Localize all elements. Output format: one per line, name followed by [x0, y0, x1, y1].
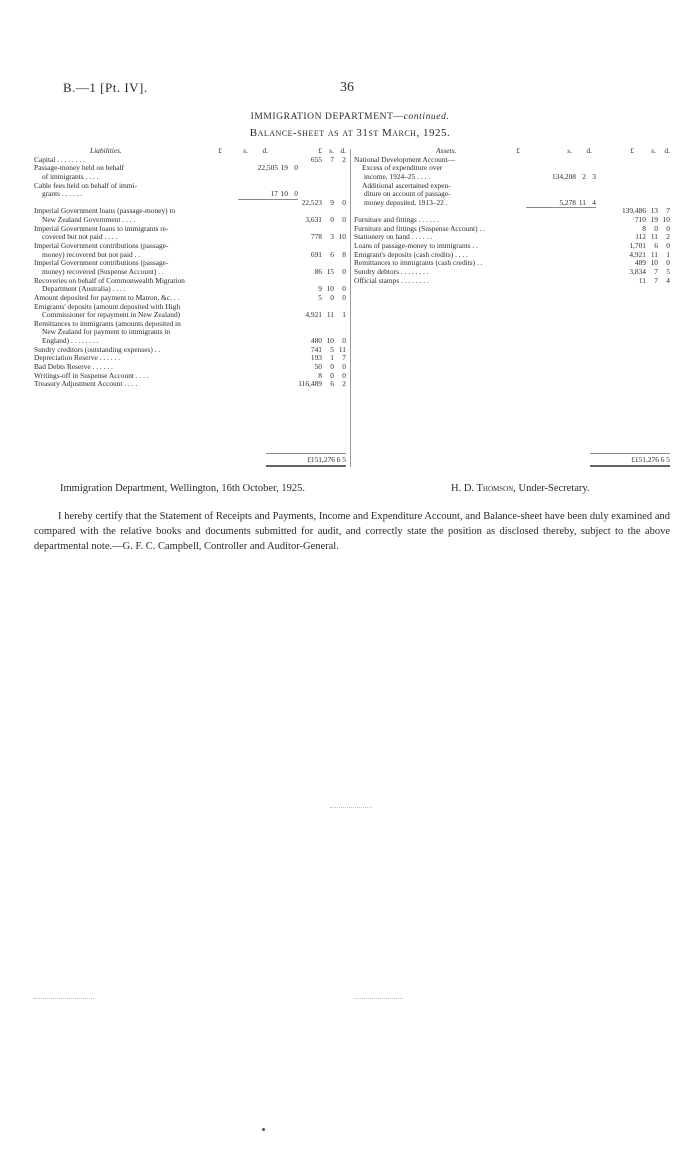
liability-subtotal-rule [238, 199, 298, 200]
liability-amount-d: 2 [342, 379, 346, 389]
liability-amount-d: 0 [342, 284, 346, 294]
liability-amount-f: 116,489 [298, 379, 322, 389]
assets-double-rule [590, 465, 670, 467]
faint-mark [34, 998, 94, 999]
assets-column [354, 147, 670, 285]
asset-label: Additional ascertained expen- [362, 180, 451, 190]
liability-label: Depreciation Reserve . . . . . . [34, 353, 120, 363]
liability-amount-d: 10 [338, 232, 346, 242]
liability-amount-f: 22,505 [257, 163, 278, 173]
liability-label: Commissioner for repayment in New Zealand) [42, 310, 181, 320]
liabilities-total: £151,276 6 5 [307, 455, 346, 464]
liability-amount-d: 8 [342, 249, 346, 259]
asset-amount-s: 0 [654, 223, 658, 233]
liability-amount-f: 3,631 [305, 215, 322, 225]
liability-amount-s: 0 [330, 215, 334, 225]
asset-amount-f: 4,921 [629, 249, 646, 259]
asset-amount-s: 11 [650, 249, 658, 259]
liability-label: Passage-money held on behalf [34, 163, 125, 173]
liability-amount-d: 2 [342, 154, 346, 164]
department-title-main: IMMIGRATION DEPARTMENT— [250, 112, 404, 122]
liability-label: Imperial Government contributions (passage- [34, 258, 169, 268]
faint-mark [355, 998, 403, 999]
liabilities-rows [34, 156, 346, 389]
asset-label: Loans of passage-money to immigrants . . [354, 241, 478, 251]
liability-label: Imperial Government loans to immigrants re- [34, 223, 169, 233]
faint-mark [330, 807, 372, 808]
liability-row [34, 190, 346, 199]
asset-amount-f: 112 [635, 232, 646, 242]
assets-pence-head: d. [664, 146, 670, 155]
liability-amount-s: 0 [330, 292, 334, 302]
asset-amount-f: 8 [642, 223, 646, 233]
assets-total-rule [590, 453, 670, 454]
liability-amount-s: 1 [330, 353, 334, 363]
asset-amount-s: 19 [650, 215, 658, 225]
asset-label: Remittances to immigrants (cash credits) . . [354, 258, 483, 268]
asset-amount-d: 0 [666, 258, 670, 268]
asset-amount-s: 13 [650, 206, 658, 216]
liability-amount-d: 0 [342, 266, 346, 276]
liability-amount-d: 1 [342, 310, 346, 320]
page-reference: B.—1 [Pt. IV]. [63, 80, 148, 95]
asset-label: Sundry debtors . . . . . . . . [354, 266, 429, 276]
liability-amount-d: 0 [294, 163, 298, 173]
asset-subtotal-rule [526, 207, 596, 208]
signatory-title: , Under-Secretary. [513, 483, 590, 494]
liability-label: money) recovered (Suspense Account) . . [42, 266, 164, 276]
liability-label: New Zealand Government . . . . [42, 215, 136, 225]
liability-label: Sundry creditors (outstanding expenses) . . [34, 344, 161, 354]
liability-amount-d: 0 [342, 362, 346, 372]
liability-amount-s: 6 [330, 379, 334, 389]
liability-amount-s: 10 [326, 284, 334, 294]
liability-label: Recoveries on behalf of Commonwealth Migration [34, 275, 185, 285]
asset-amount-s: 6 [654, 241, 658, 251]
assets-heading: Assets. [436, 146, 457, 155]
liability-amount-s: 0 [330, 370, 334, 380]
assets-shillings-head: s. [651, 146, 656, 155]
liabilities-pounds-head: £ [318, 146, 322, 155]
footer-signature [451, 483, 590, 494]
liability-amount-d: 11 [338, 344, 346, 354]
liability-label: Amount deposited for payment to Matron, &c. . . [34, 292, 180, 302]
asset-amount-f: 139,486 [621, 206, 646, 216]
asset-amount-s: 7 [654, 266, 658, 276]
liability-label: grants . . . . . . [42, 189, 83, 199]
asset-amount-f: 1,701 [629, 241, 646, 251]
asset-amount-s: 10 [650, 258, 658, 268]
liability-amount-f: 17 [270, 189, 278, 199]
asset-row [354, 277, 670, 286]
asset-amount-d: 5 [666, 266, 670, 276]
liability-label: Emigrants' deposits (amount deposited with High [34, 301, 181, 311]
liability-amount-f: 5 [318, 292, 322, 302]
asset-amount-s: 11 [578, 197, 586, 207]
asset-label: income, 1924–25 . . . . [364, 171, 431, 181]
page-number: 36 [340, 80, 354, 95]
liability-amount-d: 0 [294, 189, 298, 199]
liability-amount-d: 0 [342, 336, 346, 346]
asset-amount-d: 10 [662, 215, 670, 225]
liability-label: money) recovered but not paid . . [42, 249, 141, 259]
asset-amount-d: 4 [592, 197, 596, 207]
asset-label: money deposited, 1913–22 . [364, 197, 448, 207]
liability-amount-s: 3 [330, 232, 334, 242]
asset-amount-f: 5,278 [559, 197, 576, 207]
liability-amount-s: 6 [330, 249, 334, 259]
liability-amount-f: 655 [310, 154, 322, 164]
liabilities-shillings-head-inner: s. [243, 146, 248, 155]
balance-sheet-title: Balance-sheet as at 31st March, 1925. [249, 127, 451, 139]
liabilities-total-rule [266, 453, 346, 454]
department-title-suffix: continued. [403, 112, 450, 122]
audit-certification [34, 509, 670, 554]
asset-label: Stationery on hand . . . . . . [354, 232, 433, 242]
asset-label: Excess of expenditure over [362, 163, 443, 173]
asset-amount-f: 710 [634, 215, 646, 225]
ink-dot [262, 1128, 265, 1131]
liabilities-shillings-head: s. [329, 146, 334, 155]
liability-amount-s: 7 [330, 154, 334, 164]
asset-amount-s: 11 [650, 232, 658, 242]
liability-label: Writings-off in Suspense Account . . . . [34, 370, 149, 380]
column-divider [350, 149, 351, 467]
liability-amount-d: 0 [342, 197, 346, 207]
asset-amount-f: 3,834 [629, 266, 646, 276]
liability-amount-s: 11 [326, 310, 334, 320]
liability-amount-f: 22,523 [301, 197, 322, 207]
liabilities-double-rule [266, 465, 346, 467]
liability-label: Remittances to immigrants (amounts deposited in [34, 318, 181, 328]
asset-amount-d: 1 [666, 249, 670, 259]
liability-amount-f: 86 [314, 266, 322, 276]
certification-text: I hereby certify that the Statement of Receipts and Payments, Income and Expenditure Account, and Balance-sheet have been duly examined and compared with the relative books and documents submitted for audit, and correctly state the position as disclosed thereby, subject to the above departmental note.—G. F. C. Campbell, Controller and Auditor-General. [34, 511, 670, 552]
department-title [0, 112, 700, 122]
liability-amount-s: 10 [280, 189, 288, 199]
asset-label: Official stamps . . . . . . . . [354, 275, 429, 285]
liability-label: Imperial Government loans (passage-money) to [34, 206, 176, 216]
liability-label: Treasury Adjustment Account . . . . [34, 379, 138, 389]
asset-amount-d: 7 [666, 206, 670, 216]
liability-amount-f: 9 [318, 284, 322, 294]
asset-label: National Development Account— [354, 154, 455, 164]
assets-total: £151,276 6 5 [631, 455, 670, 464]
asset-label: diture on account of passage- [364, 189, 451, 199]
liabilities-pence-head-inner: d. [262, 146, 268, 155]
asset-amount-d: 2 [666, 232, 670, 242]
liability-amount-d: 0 [342, 292, 346, 302]
liability-amount-s: 19 [280, 163, 288, 173]
liability-amount-d: 0 [342, 215, 346, 225]
liability-amount-s: 10 [326, 336, 334, 346]
liability-amount-f: 480 [310, 336, 322, 346]
asset-label: Furniture and fittings (Suspense Account) . . [354, 223, 485, 233]
liability-amount-s: 15 [326, 266, 334, 276]
asset-label: Emigrant's deposits (cash credits) . . . . [354, 249, 469, 259]
liability-label: Bad Debts Reserve . . . . . . [34, 362, 113, 372]
asset-amount-s: 7 [654, 275, 658, 285]
assets-rows [354, 156, 670, 286]
liabilities-column [34, 147, 346, 389]
liabilities-pounds-head-inner: £ [218, 146, 222, 155]
liability-label: New Zealand for payment to immigrants in [42, 327, 171, 337]
liability-label: covered but not paid . . . . [42, 232, 118, 242]
liability-label: Cable fees held on behalf of immi- [34, 180, 138, 190]
liabilities-heading: Liabilities. [90, 146, 122, 155]
asset-amount-s: 2 [582, 171, 586, 181]
asset-amount-d: 0 [666, 223, 670, 233]
liability-amount-s: 5 [330, 344, 334, 354]
liability-amount-f: 778 [310, 232, 322, 242]
liability-label: Department (Australia) . . . . [42, 284, 126, 294]
liability-amount-f: 691 [310, 249, 322, 259]
signatory-name: H. D. Thomson [451, 483, 514, 494]
footer-location-date: Immigration Department, Wellington, 16th October, 1925. [60, 483, 305, 494]
liability-amount-f: 8 [318, 370, 322, 380]
liability-label: of immigrants . . . . [42, 171, 99, 181]
liability-amount-s: 0 [330, 362, 334, 372]
liability-amount-f: 4,921 [305, 310, 322, 320]
asset-label: Furniture and fittings . . . . . . [354, 215, 439, 225]
liability-amount-f: 741 [310, 344, 322, 354]
liability-label: England) . . . . . . . . [42, 336, 99, 346]
liability-row [34, 380, 346, 389]
liabilities-pence-head: d. [340, 146, 346, 155]
liability-amount-f: 50 [314, 362, 322, 372]
page-header [0, 80, 700, 98]
asset-amount-d: 3 [592, 171, 596, 181]
liability-amount-d: 0 [342, 370, 346, 380]
liability-amount-f: 193 [310, 353, 322, 363]
asset-amount-f: 489 [634, 258, 646, 268]
asset-amount-f: 11 [638, 275, 646, 285]
assets-pence-head-inner: d. [586, 146, 592, 155]
assets-pounds-head: £ [630, 146, 634, 155]
liability-label: Imperial Government contributions (passage- [34, 241, 169, 251]
assets-shillings-head-inner: s. [567, 146, 572, 155]
liability-amount-d: 7 [342, 353, 346, 363]
asset-amount-f: 134,208 [551, 171, 576, 181]
liability-amount-s: 9 [330, 197, 334, 207]
liability-label: Capital . . . . . . . . [34, 154, 85, 164]
assets-pounds-head-inner: £ [516, 146, 520, 155]
asset-amount-d: 4 [666, 275, 670, 285]
asset-amount-d: 0 [666, 241, 670, 251]
